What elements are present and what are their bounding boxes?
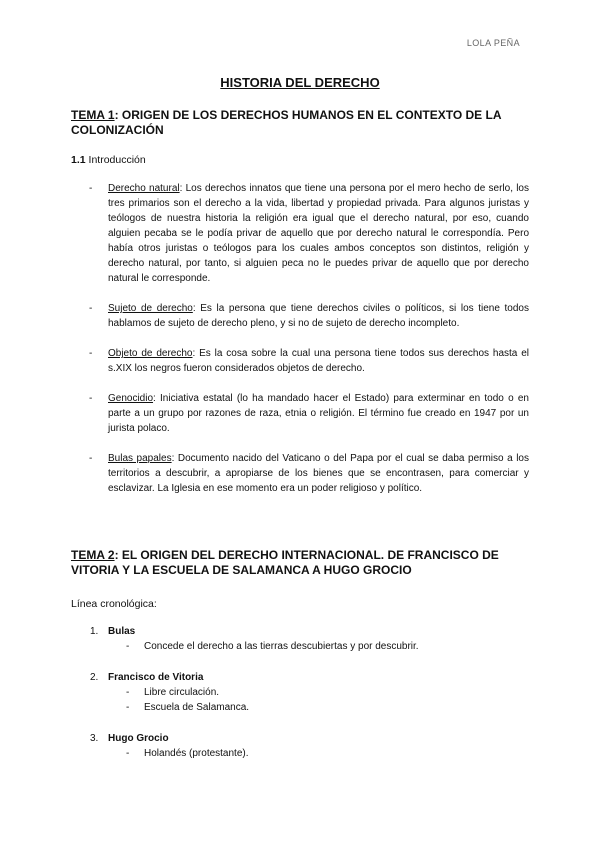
section-number: 1.1 (71, 154, 86, 166)
tema1-number: TEMA 1 (71, 108, 115, 122)
dash-bullet: - (126, 748, 130, 759)
timeline-label: Línea cronológica: (71, 598, 157, 610)
dash-bullet: - (89, 348, 93, 359)
tema1-heading (71, 108, 531, 138)
timeline-subitem-text: Concede el derecho a las tierras descubiertas y por descubrir. (144, 641, 419, 652)
tema1-title: : ORIGEN DE LOS DERECHOS HUMANOS EN EL CONTEXTO DE LA COLONIZACIÓN (71, 108, 502, 137)
dash-bullet: - (89, 393, 93, 404)
timeline-subitem-text: Escuela de Salamanca. (144, 702, 250, 713)
definition-text: : Iniciativa estatal (lo ha mandado hacer el Estado) para exterminar en todo o en parte a un grupo por razones de raza, etnia o religión. El término fue creado en 1947 por un jurista polaco. (108, 393, 529, 434)
definition-term: Bulas papales (108, 453, 172, 464)
author-header: LOLA PEÑA (466, 38, 520, 48)
timeline-subitem (90, 685, 510, 700)
timeline-heading (90, 624, 510, 639)
section-1-1-heading (71, 154, 146, 166)
dash-bullet: - (89, 453, 93, 464)
timeline-subitem-text: Libre circulación. (144, 687, 220, 698)
dash-bullet: - (126, 687, 130, 698)
dash-bullet: - (89, 183, 93, 194)
timeline-number: 2. (90, 672, 99, 683)
timeline-title: Francisco de Vitoria (108, 672, 204, 683)
definition-term: Genocidio (108, 393, 154, 404)
timeline-subitem (90, 639, 510, 654)
timeline-list (90, 624, 510, 777)
definition-term: Derecho natural (108, 183, 180, 194)
tema2-heading (71, 548, 531, 578)
timeline-subitem (90, 700, 510, 715)
definition-text: : Es la cosa sobre la cual una persona tiene todos sus derechos hasta el s.XIX los negros fueron considerados objetos de derecho. (108, 348, 530, 374)
tema2-title: : EL ORIGEN DEL DERECHO INTERNACIONAL. DE FRANCISCO DE VITORIA Y LA ESCUELA DE SALAMANCA A HUGO GROCIO (71, 548, 499, 577)
list-item (89, 346, 529, 376)
timeline-number: 3. (90, 733, 99, 744)
timeline-subitem-text: Holandés (protestante). (144, 748, 249, 759)
timeline-subitem (90, 746, 510, 761)
dash-bullet: - (126, 641, 130, 652)
document-title: HISTORIA DEL DERECHO (220, 75, 380, 90)
definition-term: Sujeto de derecho (108, 303, 193, 314)
timeline-heading (90, 670, 510, 685)
dash-bullet: - (126, 702, 130, 713)
dash-bullet: - (89, 303, 93, 314)
list-item (89, 181, 529, 286)
timeline-entry (90, 624, 510, 654)
definition-text: : Es la persona que tiene derechos civiles o políticos, si los tiene todos hablamos de sujeto de derecho pleno, y si no de sujeto de derecho incompleto. (108, 303, 529, 329)
definition-text: : Los derechos innatos que tiene una persona por el mero hecho de serlo, los tres primarios son el derecho a la vida, libertad y propiedad privada. Para algunos juristas y teólogos de nuestra historia la religión era igual que el derecho natural, por eso, cuando alguien pecaba se le podía privar de aquello que por derecho natural le correspondía. Pero había otros juristas o teólogos para los cuales ambos conceptos son distintos, religión y derecho natural, por tanto, si alguien peca no le puedes privar de aquello que por derecho natural le corresponde. (108, 183, 529, 284)
timeline-number: 1. (90, 626, 99, 637)
section-title: Introducción (85, 154, 146, 166)
timeline-entry (90, 731, 510, 761)
timeline-heading (90, 731, 510, 746)
timeline-title: Bulas (108, 626, 136, 637)
timeline-title: Hugo Grocio (108, 733, 169, 744)
definition-text: : Documento nacido del Vaticano o del Papa por el cual se daba permiso a los territorios a descubrir, a apropiarse de los bienes que se encontrasen, para comerciar y esclavizar. La Iglesia en ese momento era un poder religioso y político. (108, 453, 529, 494)
timeline-entry (90, 670, 510, 715)
list-item (89, 301, 529, 331)
definition-term: Objeto de derecho (108, 348, 193, 359)
list-item (89, 451, 529, 496)
tema2-number: TEMA 2 (71, 548, 115, 562)
list-item (89, 391, 529, 436)
definitions-list (89, 181, 529, 511)
